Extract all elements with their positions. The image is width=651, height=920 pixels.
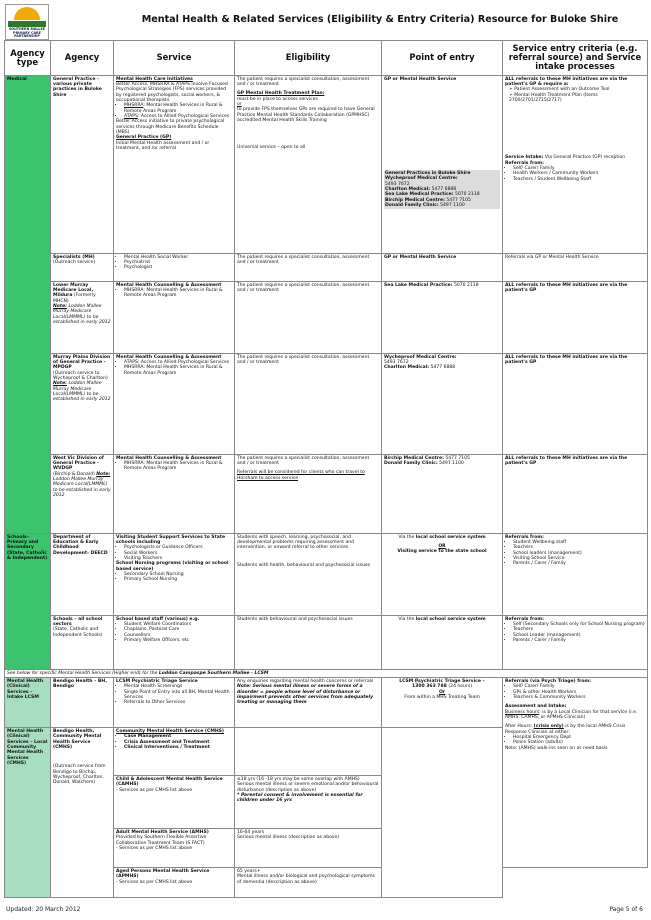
list-item: • Teachers / Student Wellbeing Staff [513,177,645,182]
agency-type-medical: Medical [5,75,51,533]
list-item: • Visiting Teachers [124,556,232,561]
list-item: • Primary School Nursing [124,577,232,582]
service-cell [114,75,235,253]
updated-date: Updated: 20 March 2012 [6,906,81,913]
page-number: Page 5 of 6 [609,906,643,913]
list-item: • Parents / Carer / Family [513,561,645,566]
list-item: • Police Station (adults) [513,740,645,745]
table-row: Specialists (MH) (Outreach service) • Mental Health Social Worker • Psychiatrist • Psychologist The patient requires a specialist consultation, assessment and / or treatment GP or Mental Health Service Referrals via GP or Mental Health Service [5,253,648,281]
sun-landscape-logo-icon [14,7,40,20]
service-title: Mental Health Care Initiatives [116,76,193,82]
table-row: Schools– Primary and Secondary (State, Catholic & Independent) Department of Education & Early Childhood Development- DEECD Visiting Student Support Services to State schools including • Psychologists or Guidance Officers • Social Workers • Visiting Teachers School Nursing programs (visiting or school based service) • Secondary School Nursing • Primary School Nursing Students with speech, learning, psychosocial, and developmental problems requiring assessment and intervention, or onward referral to other services Students with health, behavioural and psychosocial issues Via the local school service system OR Visiting service to the state school Referrals from: • Student Wellbeing staff • Teachers • School leaders (management) • Visiting School Service • Parents / Carer / Family [5,533,648,615]
list-item: • Health Workers / Community Workers [513,171,645,176]
list-item: • Teachers & Community Workers [513,695,645,700]
list-item: ➢ Mental Health Treatment Plan (Items 2700/2701/2715/2717) [509,93,645,104]
point-of-entry-cell: GP or Mental Health Service General Practices in Buloke Shire Wycheproof Medical Centre: 5493 7672 Charlton Medical: 5477 6888 Sea Lake Medical Practice: 5070 2118 Birchip Medical Centre: 5477 7105 Donald Family Clinic: 5497 1100 [382,75,503,253]
southern-mallee-logo [5,4,49,40]
page-title: Mental Health & Related Services (Eligibility & Entry Criteria) Resource for Buloke Shire [141,14,619,25]
list-item: • Crisis Assessment and Treatment [124,740,232,745]
list-item: • Self/ Carer/ Family [513,684,645,689]
agency-type-local-cmhs: Mental Health (Clinical) Services – Local Community Mental Health Services (CMHS) [5,727,51,897]
service-text: Initial Mental Health assessment and / or treatment, and /or referral [116,140,210,152]
agency-cell [51,75,114,253]
list-item: • Single Point of Entry into all BH, Mental Health Services [124,690,232,701]
service-text: Better Access initiative to private psychological services through Medicare Benefits Schedule (MBS) [116,119,225,136]
list-item: • Secondary School Nursing [124,572,232,577]
list-item: • Self (Secondary Schools only for School Nursing program) [513,622,645,627]
header-point-of-entry: Point of entry [382,41,503,76]
list-item: ▪ ATAPS: Access to Allied Psychological Services [124,114,232,119]
agency-name: General Practice - various private practices in Buloke Shire [53,76,102,98]
table-row: Murray Plains Division of General Practice - MPDGP (Outreach service to Wycheproof & Charlton) Note: Loddon Mallee Murray Medicare Local(LMMML) to be established in early 2012 Mental Health Counselling & Assessment • ATAPS: Access to Allied Psychological Services • MHSRRA: Mental Health Services in Rural & Remote Areas Program The patient requires a specialist consultation, assessment and / or treatment Wycheproof Medical Centre: 5493 7672 Charlton Medical: 5477 6888 ALL referrals to these MH initiatives are via the patient's GP [5,353,648,454]
header-row [5,41,648,76]
header-agency-type: Agency type [5,41,51,76]
list-item: • Teachers [513,545,645,550]
list-item: • MHSRRA: Mental Health Services in Rural & Remote Areas Program [124,288,232,299]
psych-triage-contact: LCSM Psychiatric Triage Service – 1300 363 788 (24 hours) Or From within a MHS Treating Team [382,677,503,727]
list-item: • Teachers [513,627,645,632]
gp-practices-box: General Practices in Buloke Shire Wycheproof Medical Centre: 5493 7672 Charlton Medical: 5477 6888 Sea Lake Medical Practice: 5070 2118 Birchip Medical Centre: 5477 7105 Donald Family Clinic: 5497 1100 [384,170,500,209]
table-row: Mental Health (Clinical) Services – Intake LCSM Bendigo Health – BH, Bendigo LCSM Psychiatric Triage Service • Mental Health Screenings • Single Point of Entry into all BH, Mental Health Services • Referrals to Other Services Any enquiries regarding mental health concerns or referrals Note: Serious mental illness or severe forms of a disorder = people whose level of disturbance or impairment prevents other services from adequately treating or managing them LCSM Psychiatric Triage Service – 1300 363 788 (24 hours) Or From within a MHS Treating Team Referrals (via Psych Triage) from: • Self/ Carer/ Family • GPs & other Health Workers • Teachers & Community Workers Assessment and Intake: Business hours: is by a Local Clinician for that service (i.e. AMHS, CAMHS, or APMHS Clinician) After Hours: (crisis only) is by the local AMHS Crisis Response Clinician at either: • Hospital Emergency Dept • Police Station (adults) Note: (AMHS) walk-ins seen on as need basis [5,677,648,727]
list-item: • Mental Health Social Worker [124,255,232,260]
services-table [4,40,648,898]
table-row: Child & Adolescent Mental Health Service (CAMHS) - Services as per CMHS list above ≤18 yrs (16 -18 yrs may be some overlap with AMHS) Serious mental illness or severe emotional and/or behavioural disturbance (description as above) * Parental consent & involvement is essential for children under 16 yrs [5,775,648,828]
table-row: Mental Health (Clinical) Services – Local Community Mental Health Services (CMHS) Bendigo Health, Community Mental Health Service (CMHS) (Outreach service from Bendigo to Birchip, Wycheproof, Charlton, Donald, Watchem) Community Mental Health Service (CMHS) • Case Management • Crisis Assessment and Treatment • Clinical Interventions / Treatment [5,727,648,775]
list-item: • Counsellors [124,633,232,638]
list-item: • MHSRRA: Mental Health Services in Rural & Remote Areas Program [124,365,232,376]
list-item: • ATAPS: Access to Allied Psychological Services [124,360,232,365]
list-item: • Psychologists or Guidance Officers [124,545,232,550]
list-item: • School leaders (management) [513,551,645,556]
service-list [116,103,232,119]
agency-type-intake: Mental Health (Clinical) Services – Intake LCSM [5,677,51,727]
list-item: • Referrals to Other Services [124,700,232,705]
list-item: • Primary Welfare Officers, etc [124,638,232,643]
list-item: • Case Management [124,734,232,739]
list-item: • Hospital Emergency Dept [513,735,645,740]
list-item: • Clinical Interventions / Treatment [124,745,232,750]
list-item: • Social Workers [124,551,232,556]
table-row: Schools – all school sectors (State, Catholic and Independent Schools) School based staff (various) e.g. • Student Welfare Coordinators • Chaplains, Pastoral Care • Counsellors • Primary Welfare Officers, etc Students with behavioural and psychosocial issues Via the local school service system Referrals from: • Self (Secondary Schools only for School Nursing program) • Teachers • School Leader (management) • Parents / Carer / Family [5,615,648,669]
list-item: • MHSRRA: Mental Health Services in Rural & Remote Areas Program [124,461,232,472]
table-row: Aged Persons Mental Health Service (APMHS) - Services as per CMHS list above 65 years+ Mental illness and/or biological and psychological symptoms of dementia (description as above) [5,867,648,897]
list-item: • Chaplains, Pastoral Care [124,627,232,632]
list-item: ▪ MHSRRA: Mental Health Services in Rural & Remote Areas Program [124,103,232,114]
header-entry-criteria: Service entry criteria (e.g. referral source) and Service intake processes [503,41,648,76]
table-row: Adult Mental Health Service (AMHS) Provided by Southern Flexible Assertive Collaborative Treatment Team (S FACT) - Services as per CMHS list above 16-64 years Serious mental illness (description as above) [5,828,648,867]
table-row [5,669,648,677]
list-item: • GPs & other Health Workers [513,690,645,695]
table-row [5,75,648,253]
list-item: • Student Wellbeing staff [513,540,645,545]
table-row: Lower Murray Medicare Local, Mildura (Formerly MHCN) Note: Loddon Mallee Murray Medicare Local(LMMML) to be established in early 2012 Mental Health Counselling & Assessment • MHSRRA: Mental Health Services in Rural & Remote Areas Program The patient requires a specialist consultation, assessment and / or treatment Sea Lake Medical Practice: 5070 2118 ALL referrals to these MH initiatives are via the patient's GP [5,281,648,353]
header-eligibility: Eligibility [235,41,382,76]
list-item: • Mental Health Screenings [124,684,232,689]
entry-criteria-cell: ALL referrals to these MH initiatives are via the patient's GP & require a: ➢ Patient Assessment with an Outcome Tool ➢ Mental Health Treatment Plan (Items 2700/2701/2715/2717) Service Intake: Via General Practice (GP) reception Referrals from: • Self/ Carer/ Family • Health Workers / Community Workers • Teachers / Student Wellbeing Staff [503,75,648,253]
list-item: • School Leader (management) [513,633,645,638]
table-row: West Vic Division of General Practice - WVDGP (Birchip & Donald) Note: Loddon Mallee Murray Medicare Local(LMMML) to be established in early 2012 Mental Health Counselling & Assessment • MHSRRA: Mental Health Services in Rural & Remote Areas Program The patient requires a specialist consultation, assessment and / or treatment Referrals will be considered for clients who can travel to Horsham to access service Birchip Medical Centre: 5477 7105 Donald Family Clinic: 5497 1100 ALL referrals to these MH initiatives are via the patient's GP [5,454,648,533]
see-below-note: See below for specific Mental Health Services (Higher end) for the Loddon Campaspe Southern Mallee - LCSM [5,669,648,677]
header-agency: Agency [51,41,114,76]
list-item: • Psychologist [124,265,232,270]
list-item: • Parents / Carer / Family [513,638,645,643]
list-item: • Self/ Carer/ Family [513,166,645,171]
logo-text: SOUTHERN MALLEE PRIMARY CARE PARTNERSHIP [8,27,46,39]
list-item: • Student Welfare Coordinators [124,622,232,627]
agency-type-schools: Schools– Primary and Secondary (State, Catholic & Independent) [5,533,51,669]
header-service: Service [114,41,235,76]
list-item: ➢ Patient Assessment with an Outcome Tool [509,87,645,92]
service-title: General Practice (GP) [116,135,172,141]
eligibility-cell: The patient requires a specialist consultation, assessment and / or treatment GP Mental Health Treatment Plan: must be in place to access services or to provide FPS themselves GPs are required to have General Practice Mental Health Standards Collaboration (GPMHSC) accredited Mental Health Skills Training Universal service – open to all [235,75,382,253]
service-text: Better Access, MHSRRA & ATAPS involve Focused Psychological Strategies (FPS) services provided by registered psychologists, social workers, & occupational therapists [116,81,228,103]
list-item: • Visiting School Service [513,556,645,561]
list-item: • Psychiatrist [124,260,232,265]
